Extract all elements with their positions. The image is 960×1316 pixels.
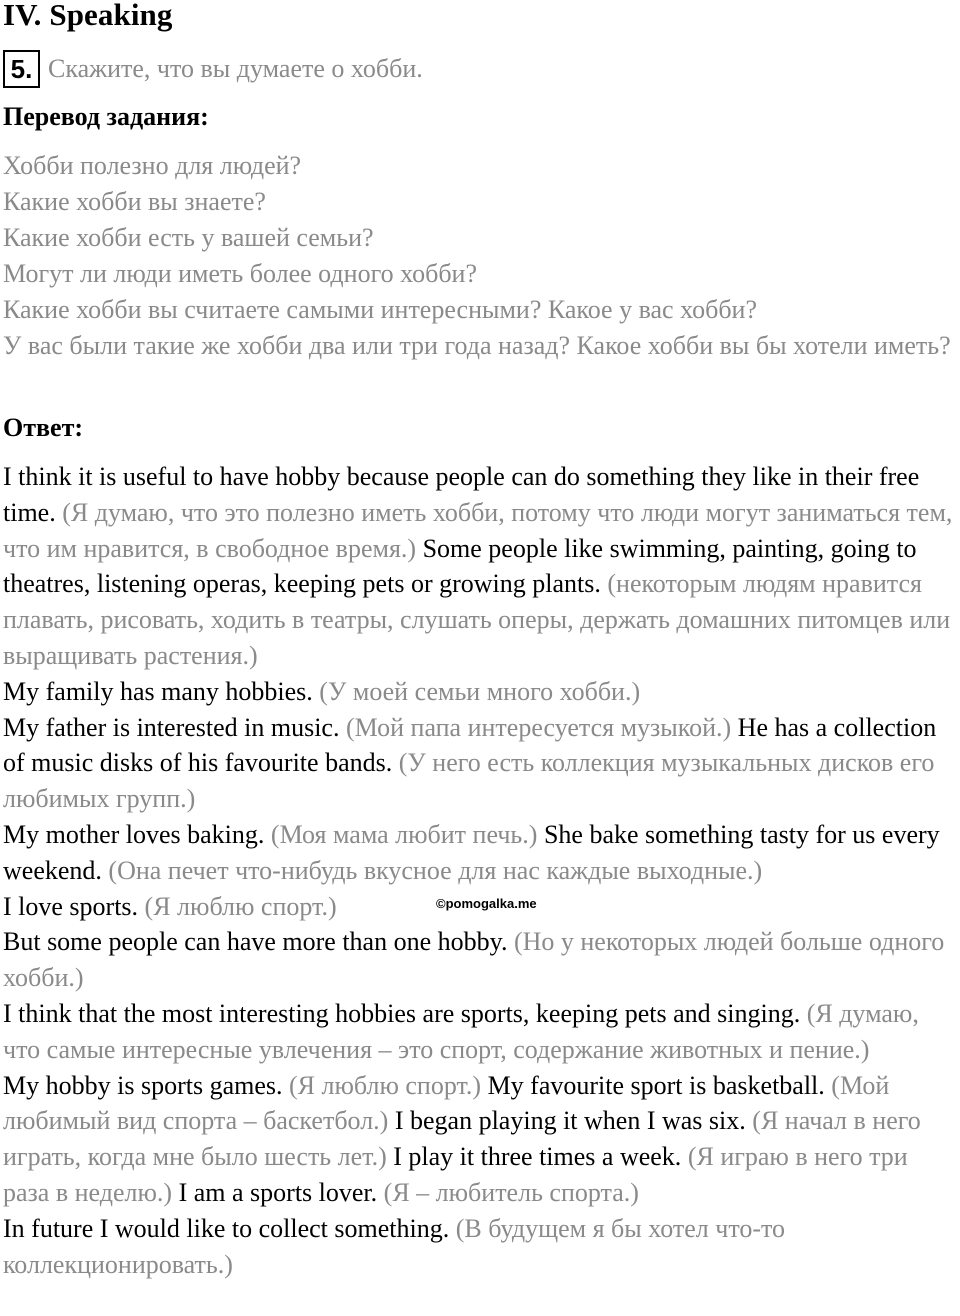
russian-translation: (Я думаю, что это полезно иметь хобби, потому что люди могут заниматься тем, что им нравится, в свободное время.) [3,497,953,563]
russian-translation: (Она печет что-нибудь вкусное для нас каждые выходные.) [108,855,763,885]
english-sentence: My mother loves baking. [3,819,271,849]
english-sentence: Some people like swimming, painting, going to theatres, listening operas, keeping pets or growing plants. [3,533,917,599]
russian-translation: (У него есть коллекция музыкальных дисков его любимых групп.) [3,748,935,814]
question-item: Какие хобби вы считаете самыми интересными? Какое у вас хобби? [3,295,757,324]
question-item: У вас были такие же хобби два или три года назад? Какое хобби вы бы хотели иметь? [3,331,951,360]
english-sentence: I am a sports lover. [178,1177,384,1207]
russian-translation: (некоторым людям нравится плавать, рисовать, ходить в театры, слушать оперы, держать домашних питомцев или выращивать растения.) [3,569,951,670]
english-sentence: He has a collection of music disks of his favourite bands. [3,712,937,778]
english-sentence: My hobby is sports games. [3,1070,289,1100]
russian-translation: (Я люблю спорт.) [289,1070,488,1100]
english-sentence: I think that the most interesting hobbies are sports, keeping pets and singing. [3,998,807,1028]
question-item: Какие хобби есть у вашей семьи? [3,223,374,252]
answer-paragraph [3,817,959,889]
answer-paragraph [3,1211,959,1283]
answer-paragraph [3,459,959,674]
answer-paragraph [3,674,959,710]
answer-body [3,459,959,1282]
english-sentence: She bake something tasty for us every weekend. [3,819,940,885]
english-sentence: I began playing it when I was six. [394,1106,753,1136]
russian-translation: (В будущем я бы хотел что-то коллекционировать.) [3,1213,786,1279]
answer-paragraph [3,710,959,817]
english-sentence: My family has many hobbies. [3,676,320,706]
russian-translation: (Моя мама любит печь.) [270,819,544,849]
answer-paragraph [3,924,959,996]
question-item: Хобби полезно для людей? [3,151,302,180]
russian-translation: (Мой папа интересуется музыкой.) [345,712,738,742]
task-number-box: 5. [3,50,40,88]
russian-translation: (У моей семьи много хобби.) [319,676,641,706]
russian-translation: (Я люблю спорт.) [144,891,337,921]
russian-translation: (Мой любимый вид спорта – баскетбол.) [3,1070,890,1136]
answer-paragraph [3,996,959,1068]
english-sentence: My father is interested in music. [3,712,346,742]
answer-paragraph [3,1068,959,1211]
english-sentence: I love sports. [3,891,145,921]
questions-list [3,148,953,364]
english-sentence: My favourite sport is basketball. [487,1070,832,1100]
translation-heading: Перевод задания: [3,102,209,131]
question-item: Могут ли люди иметь более одного хобби? [3,259,478,288]
watermark: ©pomogalka.me [436,896,537,911]
section-title: IV. Speaking [3,0,173,32]
answer-heading: Ответ: [3,413,84,442]
russian-translation: (Я думаю, что самые интересные увлечения – это спорт, содержание животных и пение.) [3,998,919,1064]
russian-translation: (Я играю в него три раза в неделю.) [3,1142,908,1207]
english-sentence: I play it three times a week. [393,1142,688,1172]
russian-translation: (Но у некоторых людей больше одного хобби.) [3,927,945,993]
english-sentence: In future I would like to collect something. [3,1213,456,1243]
task-instruction: Скажите, что вы думаете о хобби. [48,54,423,83]
task-line [3,50,423,88]
english-sentence: I think it is useful to have hobby because people can do something they like in their free time. [3,462,920,527]
english-sentence: But some people can have more than one hobby. [3,927,514,957]
russian-translation: (Я начал в него играть, когда мне было шесть лет.) [3,1106,921,1172]
russian-translation: (Я – любитель спорта.) [383,1177,639,1207]
question-item: Какие хобби вы знаете? [3,187,266,216]
